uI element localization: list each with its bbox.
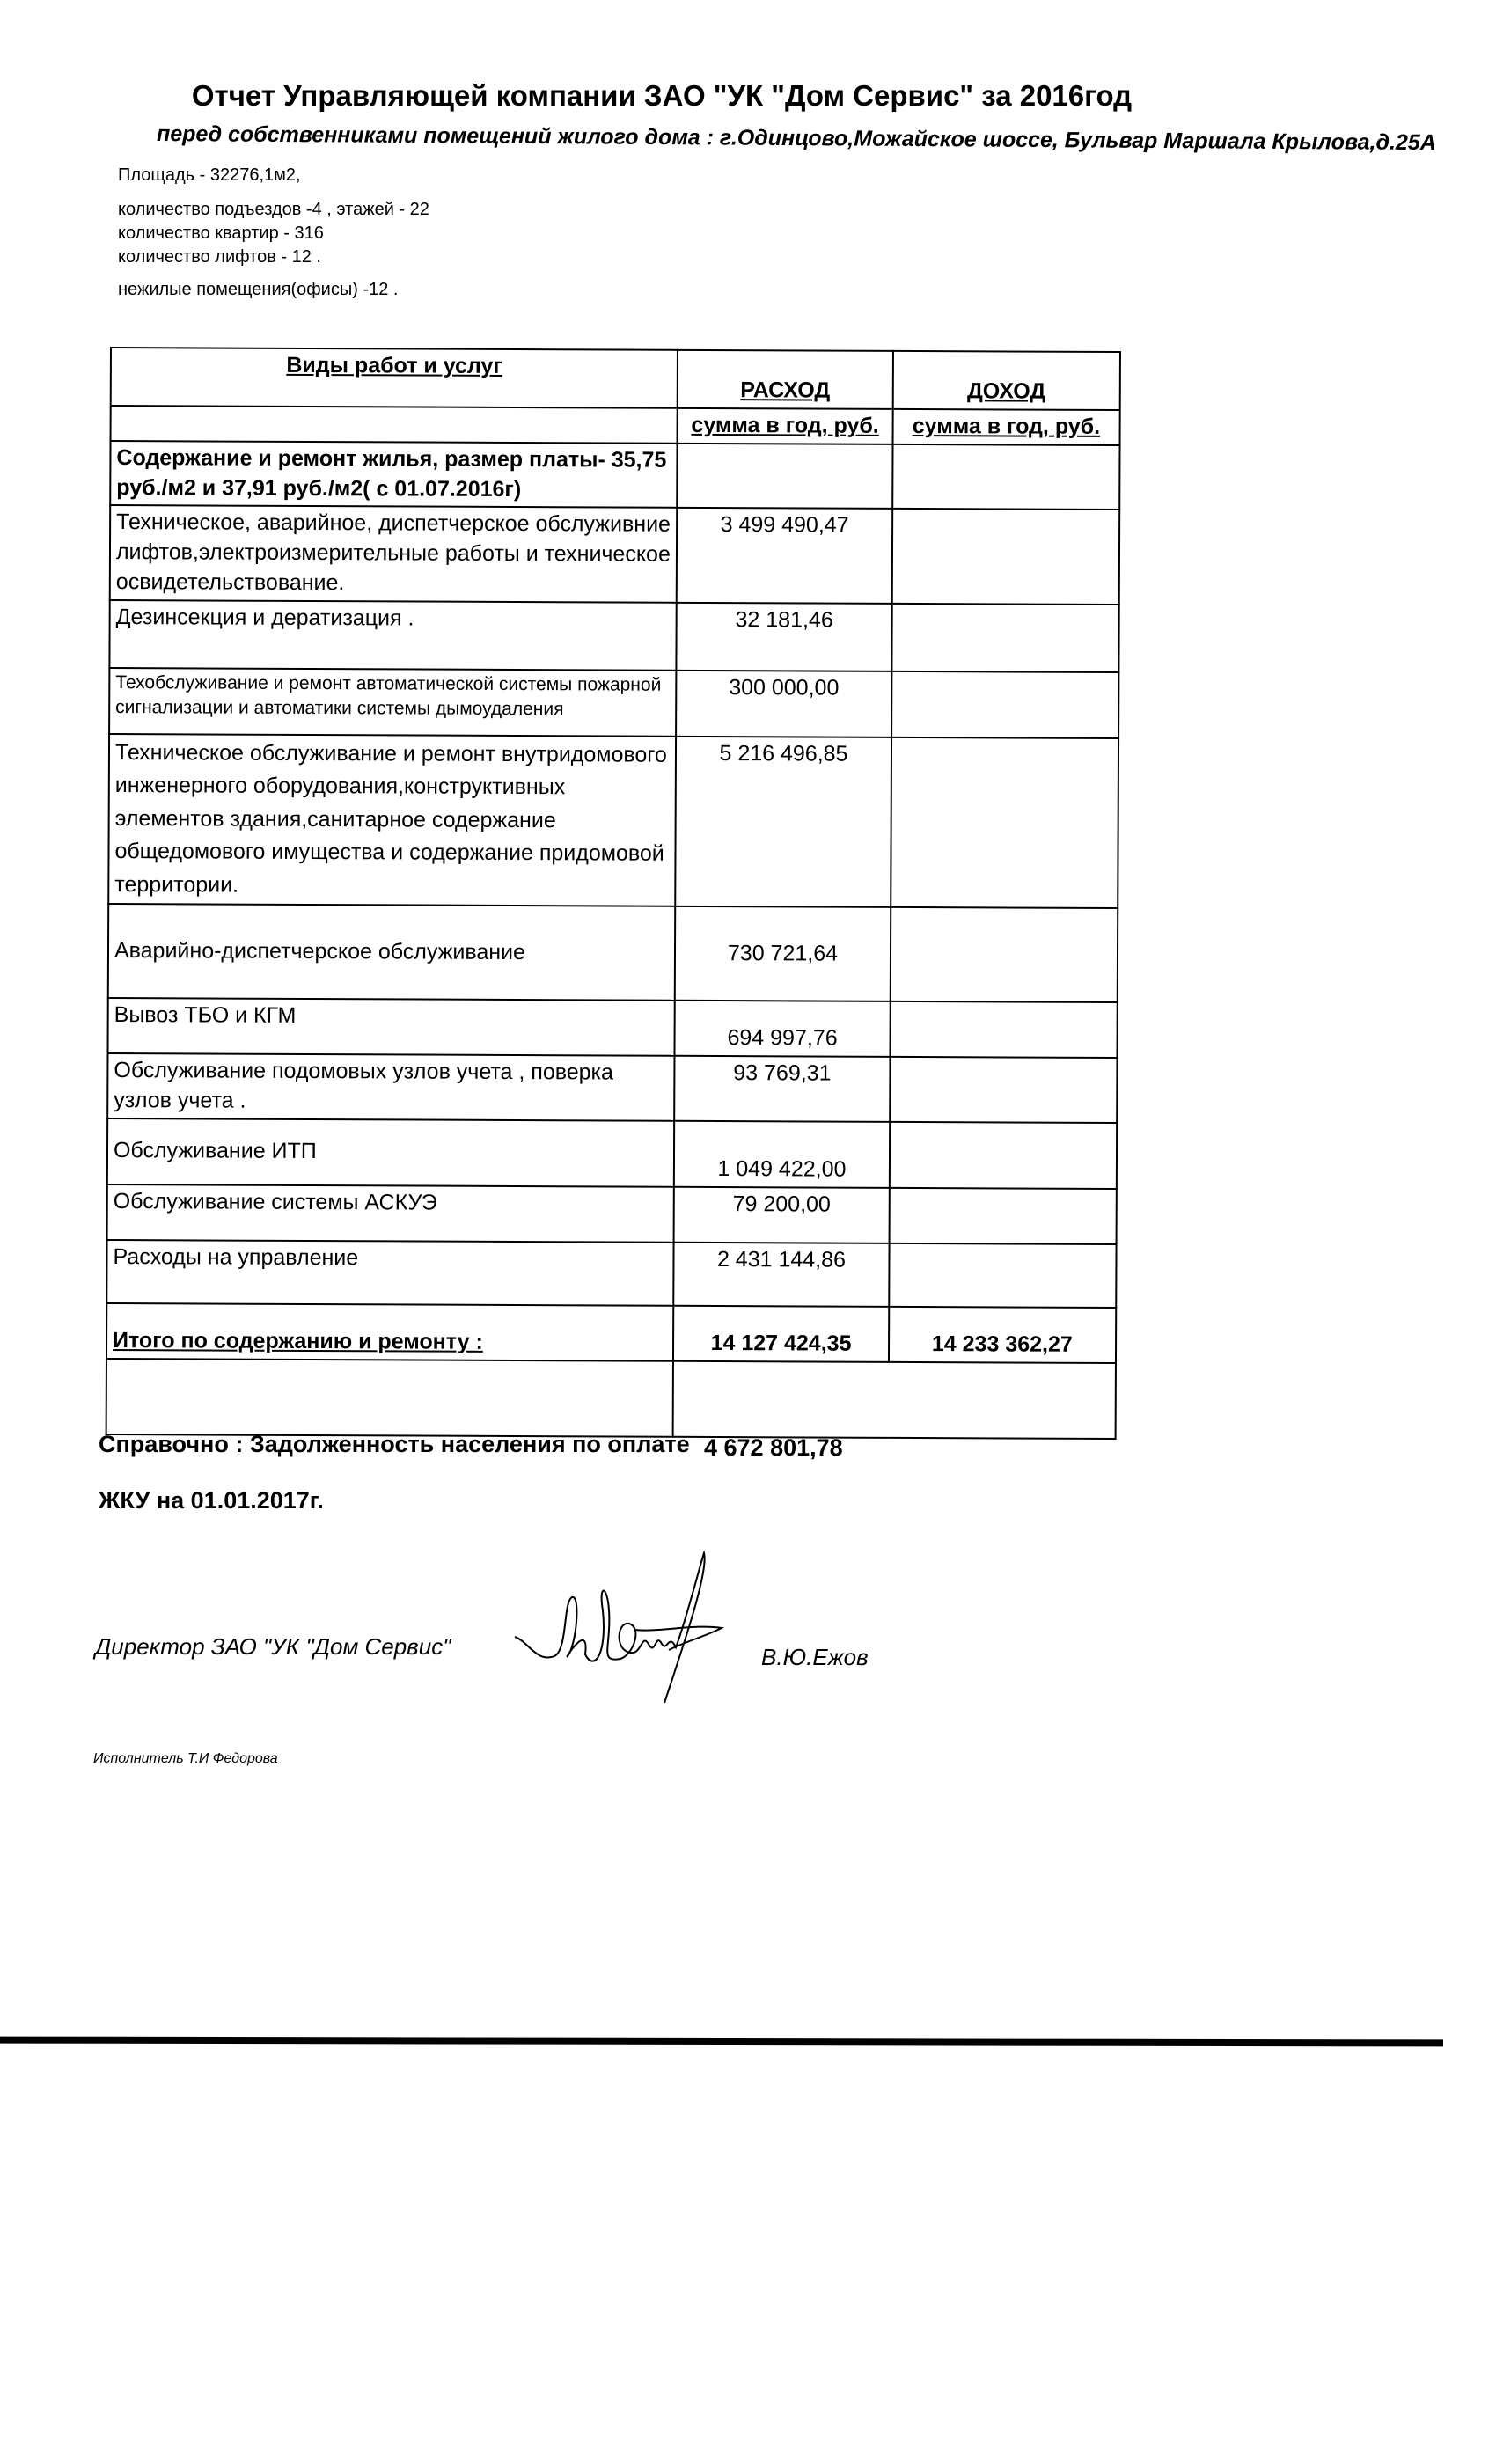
empty-cell <box>106 1358 674 1436</box>
table-row <box>107 1053 1117 1123</box>
row-expense: 5 216 496,85 <box>676 736 891 907</box>
director-position: Директор ЗАО "УК "Дом Сервис" <box>95 1633 451 1660</box>
row-income <box>891 671 1119 737</box>
row-service: Вывоз ТБО и КГМ <box>107 998 675 1056</box>
col-header-expense: РАСХОД <box>678 350 893 409</box>
row-expense: 694 997,76 <box>675 1001 891 1057</box>
row-income <box>889 1187 1117 1243</box>
col-subheader-income: сумма в год, руб. <box>892 409 1120 445</box>
row-income <box>889 1121 1117 1188</box>
reference-date: ЖКУ на 01.01.2017г. <box>99 1487 324 1514</box>
row-income <box>890 907 1118 1002</box>
row-expense: 1 049 422,00 <box>674 1120 890 1187</box>
row-expense: 2 431 144,86 <box>674 1242 890 1306</box>
signature-icon <box>510 1549 766 1716</box>
executor-name: Исполнитель Т.И Федорова <box>93 1751 278 1766</box>
row-expense: 79 200,00 <box>674 1186 890 1243</box>
row-service: Обслуживание ИТП <box>107 1118 675 1186</box>
table-row <box>110 505 1119 604</box>
row-income <box>889 1243 1117 1307</box>
info-offices: нежилые помещения(офисы) -12 . <box>118 280 399 299</box>
table-row <box>107 1118 1117 1188</box>
row-expense: 300 000,00 <box>676 670 891 737</box>
row-expense: 32 181,46 <box>677 602 892 671</box>
table-row <box>108 904 1118 1002</box>
total-expense: 14 127 424,35 <box>673 1305 889 1361</box>
row-expense: 3 499 490,47 <box>677 508 892 603</box>
report-table <box>106 347 1121 1440</box>
table-row <box>107 1184 1117 1243</box>
row-income <box>892 444 1120 510</box>
row-expense <box>678 444 893 510</box>
table-row-empty <box>106 1358 1116 1438</box>
reference-label: Справочно : Задолженность населения по оплате <box>99 1431 690 1457</box>
director-name: В.Ю.Ежов <box>761 1644 869 1670</box>
row-service: Обслуживание системы АСКУЭ <box>107 1184 675 1242</box>
row-service: Содержание и ремонт жилья, размер платы- 35,75 руб./м2 и 37,91 руб./м2( с 01.07.2016г) <box>110 441 678 508</box>
table-row <box>107 998 1117 1058</box>
row-income <box>890 1057 1118 1123</box>
table-row <box>110 441 1119 510</box>
info-elevators: количество лифтов - 12 . <box>118 247 321 267</box>
info-entrances-floors: количество подъездов -4 , этажей - 22 <box>118 200 429 219</box>
total-label: Итого по содержанию и ремонту : <box>106 1302 674 1360</box>
table-row <box>109 600 1118 672</box>
info-apartments: количество квартир - 316 <box>118 224 324 243</box>
row-service: Расходы на управление <box>106 1239 674 1305</box>
table-row <box>108 734 1118 909</box>
info-area: Площадь - 32276,1м2, <box>118 165 301 185</box>
row-income <box>891 603 1119 671</box>
table-row <box>106 1239 1116 1307</box>
row-income <box>890 1001 1118 1058</box>
row-income <box>891 737 1118 908</box>
col-header-income: ДОХОД <box>892 351 1120 410</box>
report-title: Отчет Управляющей компании ЗАО "УК "Дом Сервис" за 2016год <box>191 79 1133 112</box>
row-service: Обслуживание подомовых узлов учета , поверка узлов учета . <box>107 1053 675 1120</box>
row-service: Техническое обслуживание и ремонт внутридомового инженерного оборудования,конструктивных элементов здания,санитарное содержание общедомового имущества и содержание придомовой территории. <box>108 734 676 906</box>
row-expense: 730 721,64 <box>675 906 891 1001</box>
row-service: Техническое, аварийное, диспетчерское обслуживние лифтов,электроизмерительные работы и техническое освидетельствование. <box>110 505 678 602</box>
col-subheader-empty <box>111 406 678 444</box>
row-service: Техобслуживание и ремонт автоматической системы пожарной сигнализации и автоматики системы дымоудаления <box>109 668 677 737</box>
col-header-services: Виды работ и услуг <box>111 348 678 408</box>
empty-cell <box>673 1360 1116 1438</box>
report-subtitle: перед собственниками помещений жилого дома : г.Одинцово,Можайское шоссе, Бульвар Маршала Крылова,д.25А <box>156 121 1436 156</box>
scan-edge-line <box>0 2037 1443 2047</box>
reference-value: 4 672 801,78 <box>704 1434 843 1461</box>
row-service: Дезинсекция и дератизация . <box>109 600 677 671</box>
row-income <box>891 509 1119 604</box>
row-service: Аварийно-диспетчерское обслуживание <box>108 904 676 1001</box>
table-row-total <box>106 1302 1116 1362</box>
total-income: 14 233 362,27 <box>889 1306 1117 1362</box>
table-row <box>109 668 1118 738</box>
row-expense: 93 769,31 <box>675 1056 891 1122</box>
col-subheader-expense: сумма в год, руб. <box>678 408 892 444</box>
